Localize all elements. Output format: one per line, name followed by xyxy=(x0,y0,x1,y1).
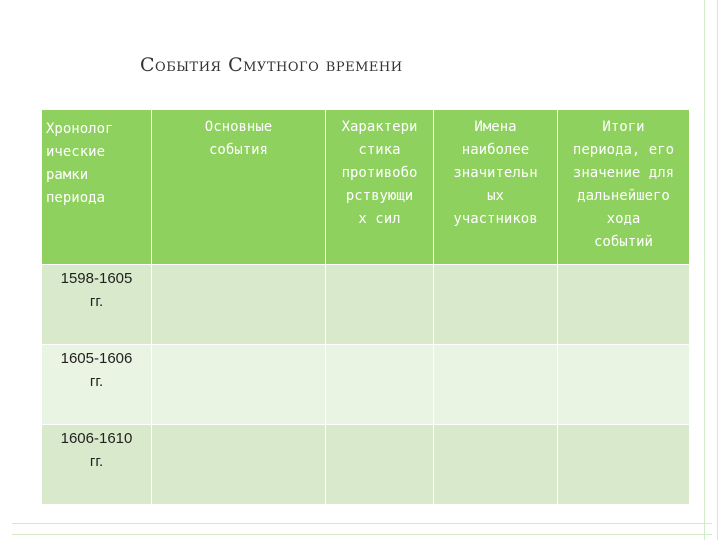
events-table xyxy=(41,109,690,505)
header-cell-events: Основные события xyxy=(152,110,326,265)
header-cell-results: Итоги периода, его значение для дальнейшего хода событий xyxy=(558,110,690,265)
decorative-frame-horizontal xyxy=(12,523,712,535)
table-cell xyxy=(558,425,690,505)
table-header-row xyxy=(42,110,690,265)
table-cell xyxy=(152,425,326,505)
table-cell xyxy=(558,345,690,425)
table-row xyxy=(42,345,690,425)
table-cell xyxy=(152,265,326,345)
table-cell-period: 1605-1606 гг. xyxy=(42,345,152,425)
table-cell xyxy=(152,345,326,425)
table-cell xyxy=(326,425,434,505)
table-cell xyxy=(558,265,690,345)
table-cell xyxy=(434,345,558,425)
table-cell-period: 1606-1610 гг. xyxy=(42,425,152,505)
table-cell-period: 1598-1605 гг. xyxy=(42,265,152,345)
header-cell-period: Хронолог ические рамки периода xyxy=(42,110,152,265)
table-row xyxy=(42,265,690,345)
table-cell xyxy=(326,265,434,345)
header-cell-participants: Имена наиболее значительн ых участников xyxy=(434,110,558,265)
decorative-frame-vertical xyxy=(704,0,718,540)
table-cell xyxy=(326,345,434,425)
table-cell xyxy=(434,425,558,505)
header-cell-forces: Характери стика противобо рствующи х сил xyxy=(326,110,434,265)
table-row xyxy=(42,425,690,505)
table-cell xyxy=(434,265,558,345)
slide-title: События Смутного времени xyxy=(140,54,403,76)
